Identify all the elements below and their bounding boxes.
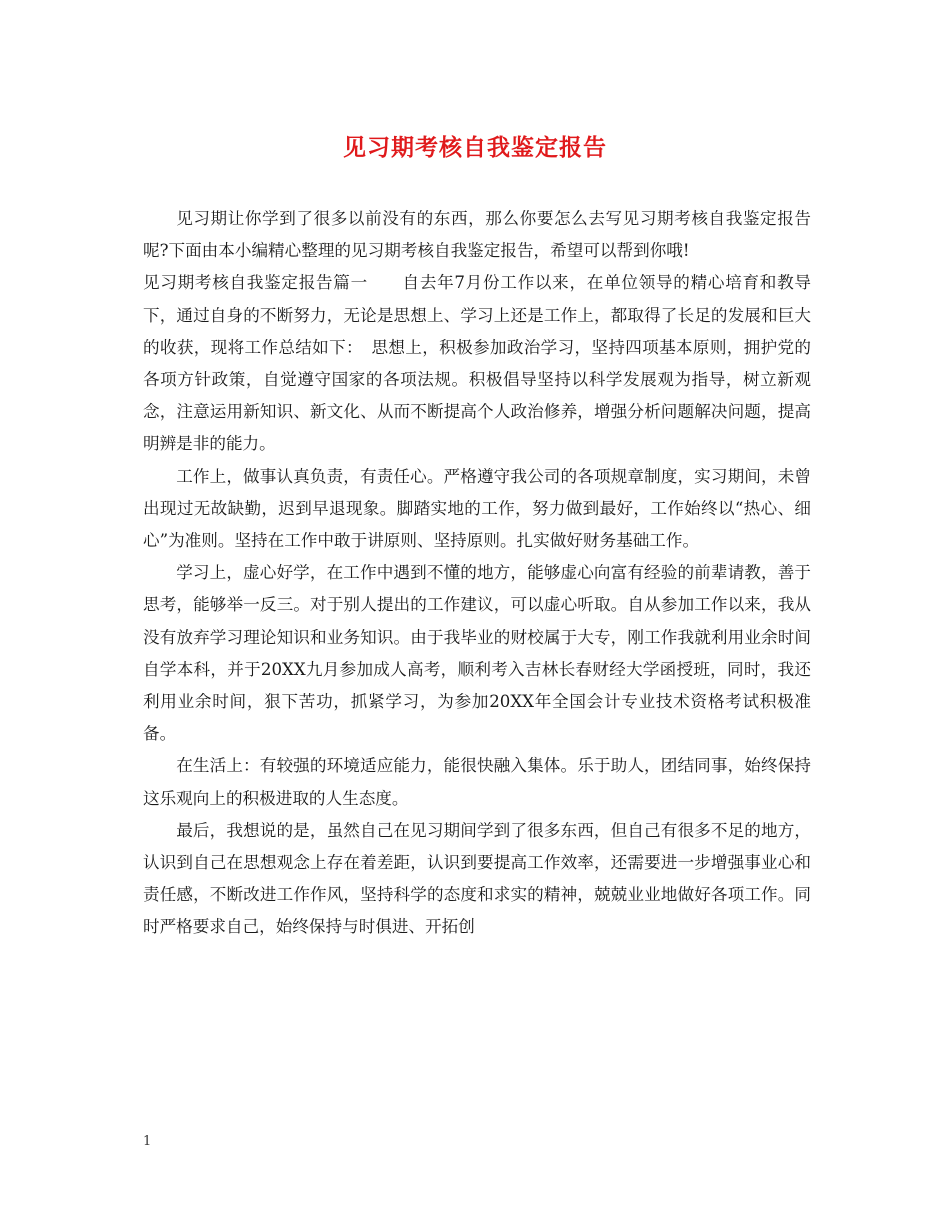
paragraph-conclusion: 最后，我想说的是，虽然自己在见习期间学到了很多东西，但自己有很多不足的地方，认识到自己在思想观念上存在着差距，认识到要提高工作效率，还需要进一步增强事业心和责任感，不断改进工作作风，坚持科学的态度和求实的精神，兢兢业业地做好各项工作。同时严格要求自己，始终保持与时俱进、开拓创 xyxy=(143,820,811,937)
paragraph-intro: 见习期让你学到了很多以前没有的东西，那么你要怎么去写见习期考核自我鉴定报告呢?下面由本小编精心整理的见习期考核自我鉴定报告，希望可以帮到你哦! xyxy=(143,209,811,261)
paragraph-study: 学习上，虚心好学，在工作中遇到不懂的地方，能够虚心向富有经验的前辈请教，善于思考，能够举一反三。对于别人提出的工作建议，可以虚心听取。自从参加工作以来，我从没有放弃学习理论知识和业务知识。由于我毕业的财校属于大专，刚工作我就利用业余时间自学本科，并于20XX九月参加成人高考，顺利考入吉林长春财经大学函授班，同时，我还利用业余时间，狠下苦功，抓紧学习，为参加20XX年全国会计专业技术资格考试积极准备。 xyxy=(143,563,811,744)
document-body xyxy=(143,203,811,944)
document-title: 见习期考核自我鉴定报告 xyxy=(343,135,607,161)
page-number: 1 xyxy=(143,1134,152,1149)
paragraph-section-one: 见习期考核自我鉴定报告篇一 自去年7月份工作以来，在单位领导的精心培育和教导下，通过自身的不断努力，无论是思想上、学习上还是工作上，都取得了长足的发展和巨大的收获，现将工作总结如下： 思想上，积极参加政治学习，坚持四项基本原则，拥护党的各项方针政策，自觉遵守国家的各项法规。积极倡导坚持以科学发展观为指导，树立新观念，注意运用新知识、新文化、从而不断提高个人政治修养，增强分析问题解决问题，提高明辨是非的能力。 xyxy=(143,273,811,454)
paragraph-life: 在生活上：有较强的环境适应能力，能很快融入集体。乐于助人，团结同事，始终保持这乐观向上的积极进取的人生态度。 xyxy=(143,756,811,808)
paragraph-work: 工作上，做事认真负责，有责任心。严格遵守我公司的各项规章制度，实习期间，未曾出现过无故缺勤，迟到早退现象。脚踏实地的工作，努力做到最好，工作始终以“热心、细心”为准则。坚持在工作中敢于讲原则、坚持原则。扎实做好财务基础工作。 xyxy=(143,466,811,551)
